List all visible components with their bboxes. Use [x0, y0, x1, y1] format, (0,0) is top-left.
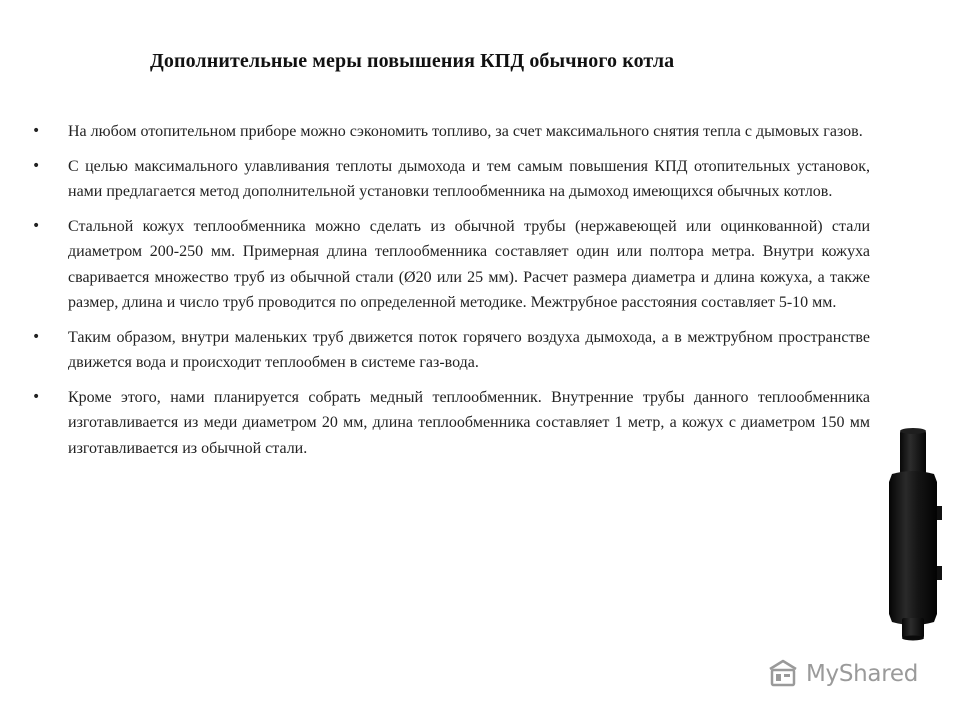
list-item — [32, 385, 870, 462]
watermark — [766, 656, 918, 692]
list-item — [32, 325, 870, 376]
list-item — [32, 119, 870, 145]
bullet-icon: • — [32, 217, 41, 234]
bullet-list — [32, 119, 870, 470]
heat-exchanger-image — [874, 426, 952, 646]
slide-title: Дополнительные меры повышения КПД обычного котла — [150, 50, 675, 72]
bullet-text: С целью максимального улавливания теплоты дымохода и тем самым повышения КПД отопительных установок, нами предлагается метод дополнительной установки теплообменника на дымоход имеющихся обычных котлов. — [68, 157, 870, 200]
mysharep-logo-icon — [766, 659, 800, 689]
bullet-icon: • — [32, 123, 41, 139]
bullet-icon: • — [32, 157, 41, 174]
list-item — [32, 214, 870, 316]
bullet-icon: • — [32, 388, 41, 405]
list-item — [32, 154, 870, 205]
bullet-text: Стальной кожух теплообменника можно сделать из обычной трубы (нержавеющей или оцинкованной) стали диаметром 200-250 мм. Примерная длина теплообменника составляет один или полтора метра. Внутри кожуха сваривается множество труб из обычной стали (Ø20 или 25 мм). Расчет размера диаметра и длина кожуха, а также размер, длина и число труб проводится по определенной методике. Межтрубное расстояния составляет 5-10 мм. — [68, 217, 870, 311]
bullet-text: Таким образом, внутри маленьких труб движется поток горячего воздуха дымохода, а в межтрубном пространстве движется вода и происходит теплообмен в системе газ-вода. — [68, 328, 870, 371]
watermark-text: MyShared — [806, 661, 919, 687]
bullet-icon: • — [32, 328, 41, 345]
bullet-text: Кроме этого, нами планируется собрать медный теплообменник. Внутренние трубы данного теплообменника изготавливается из меди диаметром 20 мм, длина теплообменника составляет 1 метр, а кожух с диаметром 150 мм изготавливается из обычной стали. — [68, 388, 870, 457]
bullet-text: На любом отопительном приборе можно сэкономить топливо, за счет максимального снятия тепла с дымовых газов. — [68, 123, 863, 140]
